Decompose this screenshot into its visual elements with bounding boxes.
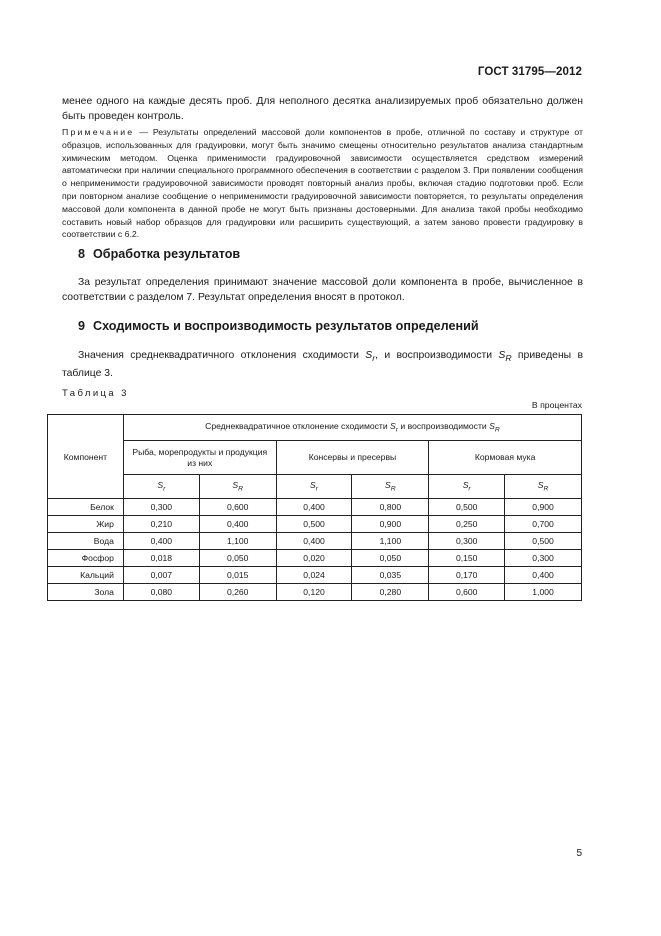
document-code: ГОСТ 31795—2012: [477, 66, 582, 78]
table-cell: 0,300: [123, 499, 199, 516]
table-cell: 0,050: [199, 550, 276, 567]
symbol-header-sR: $S_R$: [199, 475, 276, 499]
table-cell: 0,800: [352, 499, 429, 516]
symbol-header-sr: $S_r$: [429, 475, 505, 499]
table-cell: 1,100: [352, 533, 429, 550]
symbol-header-sr: $S_r$: [276, 475, 352, 499]
table-row: [48, 499, 582, 516]
table-cell: 0,300: [505, 550, 582, 567]
note-text: — Результаты определений массовой доли компонентов в пробе, отличной по составу и структуре от образцов, использованных для градуировки, могут быть значимо смещены относительно результатов анализа стандартным химическим методом. Оценка применимости градуировочной зависимости осуществляется средством измерений автоматически при наличии специального программного обеспечения в соответствии с разделом 3. При появлении сообщения о неприменимости градуировочной зависимости проводят повторный анализ пробы, включая стадию подготовки проб. Если при повторном анализе сообщение о неприменимости градуировочной зависимости повторяется, то результаты определения массовой доли компонента в данной пробе не могут быть признаны достоверными. Для анализа такой пробы необходимо составить новый набор образцов для градуировки или расширить существующий, а затем заново провести градуировку в соответствии с 6.2.: [62, 127, 583, 240]
table-cell: 0,500: [276, 516, 352, 533]
section-9-text-after: приведены в таблице 3.: [62, 350, 583, 380]
symbol-sR: $S_R$: [498, 350, 512, 364]
row-component: Белок: [48, 499, 124, 516]
table-cell: 1,100: [199, 533, 276, 550]
row-component: Зола: [48, 584, 124, 601]
table-row: [48, 567, 582, 584]
group-header-fish: Рыба, морепродукты и продукция из них: [123, 441, 276, 475]
table-cell: 0,900: [352, 516, 429, 533]
table-cell: 0,018: [123, 550, 199, 567]
section-8-number: 8: [78, 247, 86, 261]
table-row: [48, 516, 582, 533]
table-row: [48, 584, 582, 601]
group-header-canned: Консервы и пресервы: [276, 441, 429, 475]
table-cell: 0,700: [505, 516, 582, 533]
table-cell: 0,600: [429, 584, 505, 601]
section-9-text-before: Значения среднеквадратичного отклонения сходимости: [78, 350, 366, 361]
table-3: [47, 414, 582, 601]
table-cell: 0,400: [123, 533, 199, 550]
table-cell: 0,400: [199, 516, 276, 533]
table-cell: 0,015: [199, 567, 276, 584]
table-cell: 0,260: [199, 584, 276, 601]
table-cell: 0,300: [429, 533, 505, 550]
table-cell: 0,900: [505, 499, 582, 516]
table-cell: 0,020: [276, 550, 352, 567]
column-header-component: Компонент: [48, 415, 124, 499]
table-cell: 0,400: [276, 499, 352, 516]
section-8-paragraph: За результат определения принимают значение массовой доли компонента в пробе, вычисленное в соответствии с разделом 7. Результат определения вносят в протокол.: [62, 277, 583, 303]
section-8-title: Обработка результатов: [93, 247, 241, 261]
table-cell: 0,500: [505, 533, 582, 550]
table-unit: В процентах: [531, 400, 582, 410]
note-lead: Примечание: [62, 127, 135, 137]
intro-paragraph: менее одного на каждые десять проб. Для неполного десятка анализируемых проб обязательно должен быть проведен контроль.: [62, 96, 583, 122]
column-header-main: Среднеквадратичное отклонение сходимости $S_r$ и воспроизводимости $S_R$: [123, 415, 581, 441]
table-row: [48, 550, 582, 567]
table-cell: 0,007: [123, 567, 199, 584]
row-component: Кальций: [48, 567, 124, 584]
table-cell: 0,150: [429, 550, 505, 567]
symbol-header-sR: $S_R$: [505, 475, 582, 499]
table-cell: 0,120: [276, 584, 352, 601]
page-number: 5: [576, 848, 582, 859]
table-row: [48, 533, 582, 550]
table-cell: 0,600: [199, 499, 276, 516]
row-component: Вода: [48, 533, 124, 550]
table-cell: 0,400: [276, 533, 352, 550]
table-cell: 0,210: [123, 516, 199, 533]
table-cell: 0,035: [352, 567, 429, 584]
table-cell: 0,024: [276, 567, 352, 584]
row-component: Фосфор: [48, 550, 124, 567]
table-cell: 1,000: [505, 584, 582, 601]
symbol-header-sr: $S_r$: [123, 475, 199, 499]
table-cell: 0,050: [352, 550, 429, 567]
table-cell: 0,500: [429, 499, 505, 516]
section-9-title: Сходимость и воспроизводимость результатов определений: [93, 319, 479, 333]
section-9-text-middle: , и воспроизводимости: [375, 350, 499, 361]
section-9-number: 9: [78, 319, 86, 333]
section-8-heading: [78, 247, 240, 261]
symbol-sr: $S_r$: [365, 350, 376, 364]
table-cell: 0,280: [352, 584, 429, 601]
row-component: Жир: [48, 516, 124, 533]
group-header-fishmeal: Кормовая мука: [429, 441, 582, 475]
table-cell: 0,170: [429, 567, 505, 584]
table-label: Таблица 3: [62, 388, 129, 399]
symbol-header-sR: $S_R$: [352, 475, 429, 499]
note-paragraph: [62, 126, 583, 241]
section-9-heading: [78, 319, 479, 333]
table-cell: 0,080: [123, 584, 199, 601]
section-9-paragraph: [62, 348, 583, 381]
table-cell: 0,250: [429, 516, 505, 533]
table-cell: 0,400: [505, 567, 582, 584]
